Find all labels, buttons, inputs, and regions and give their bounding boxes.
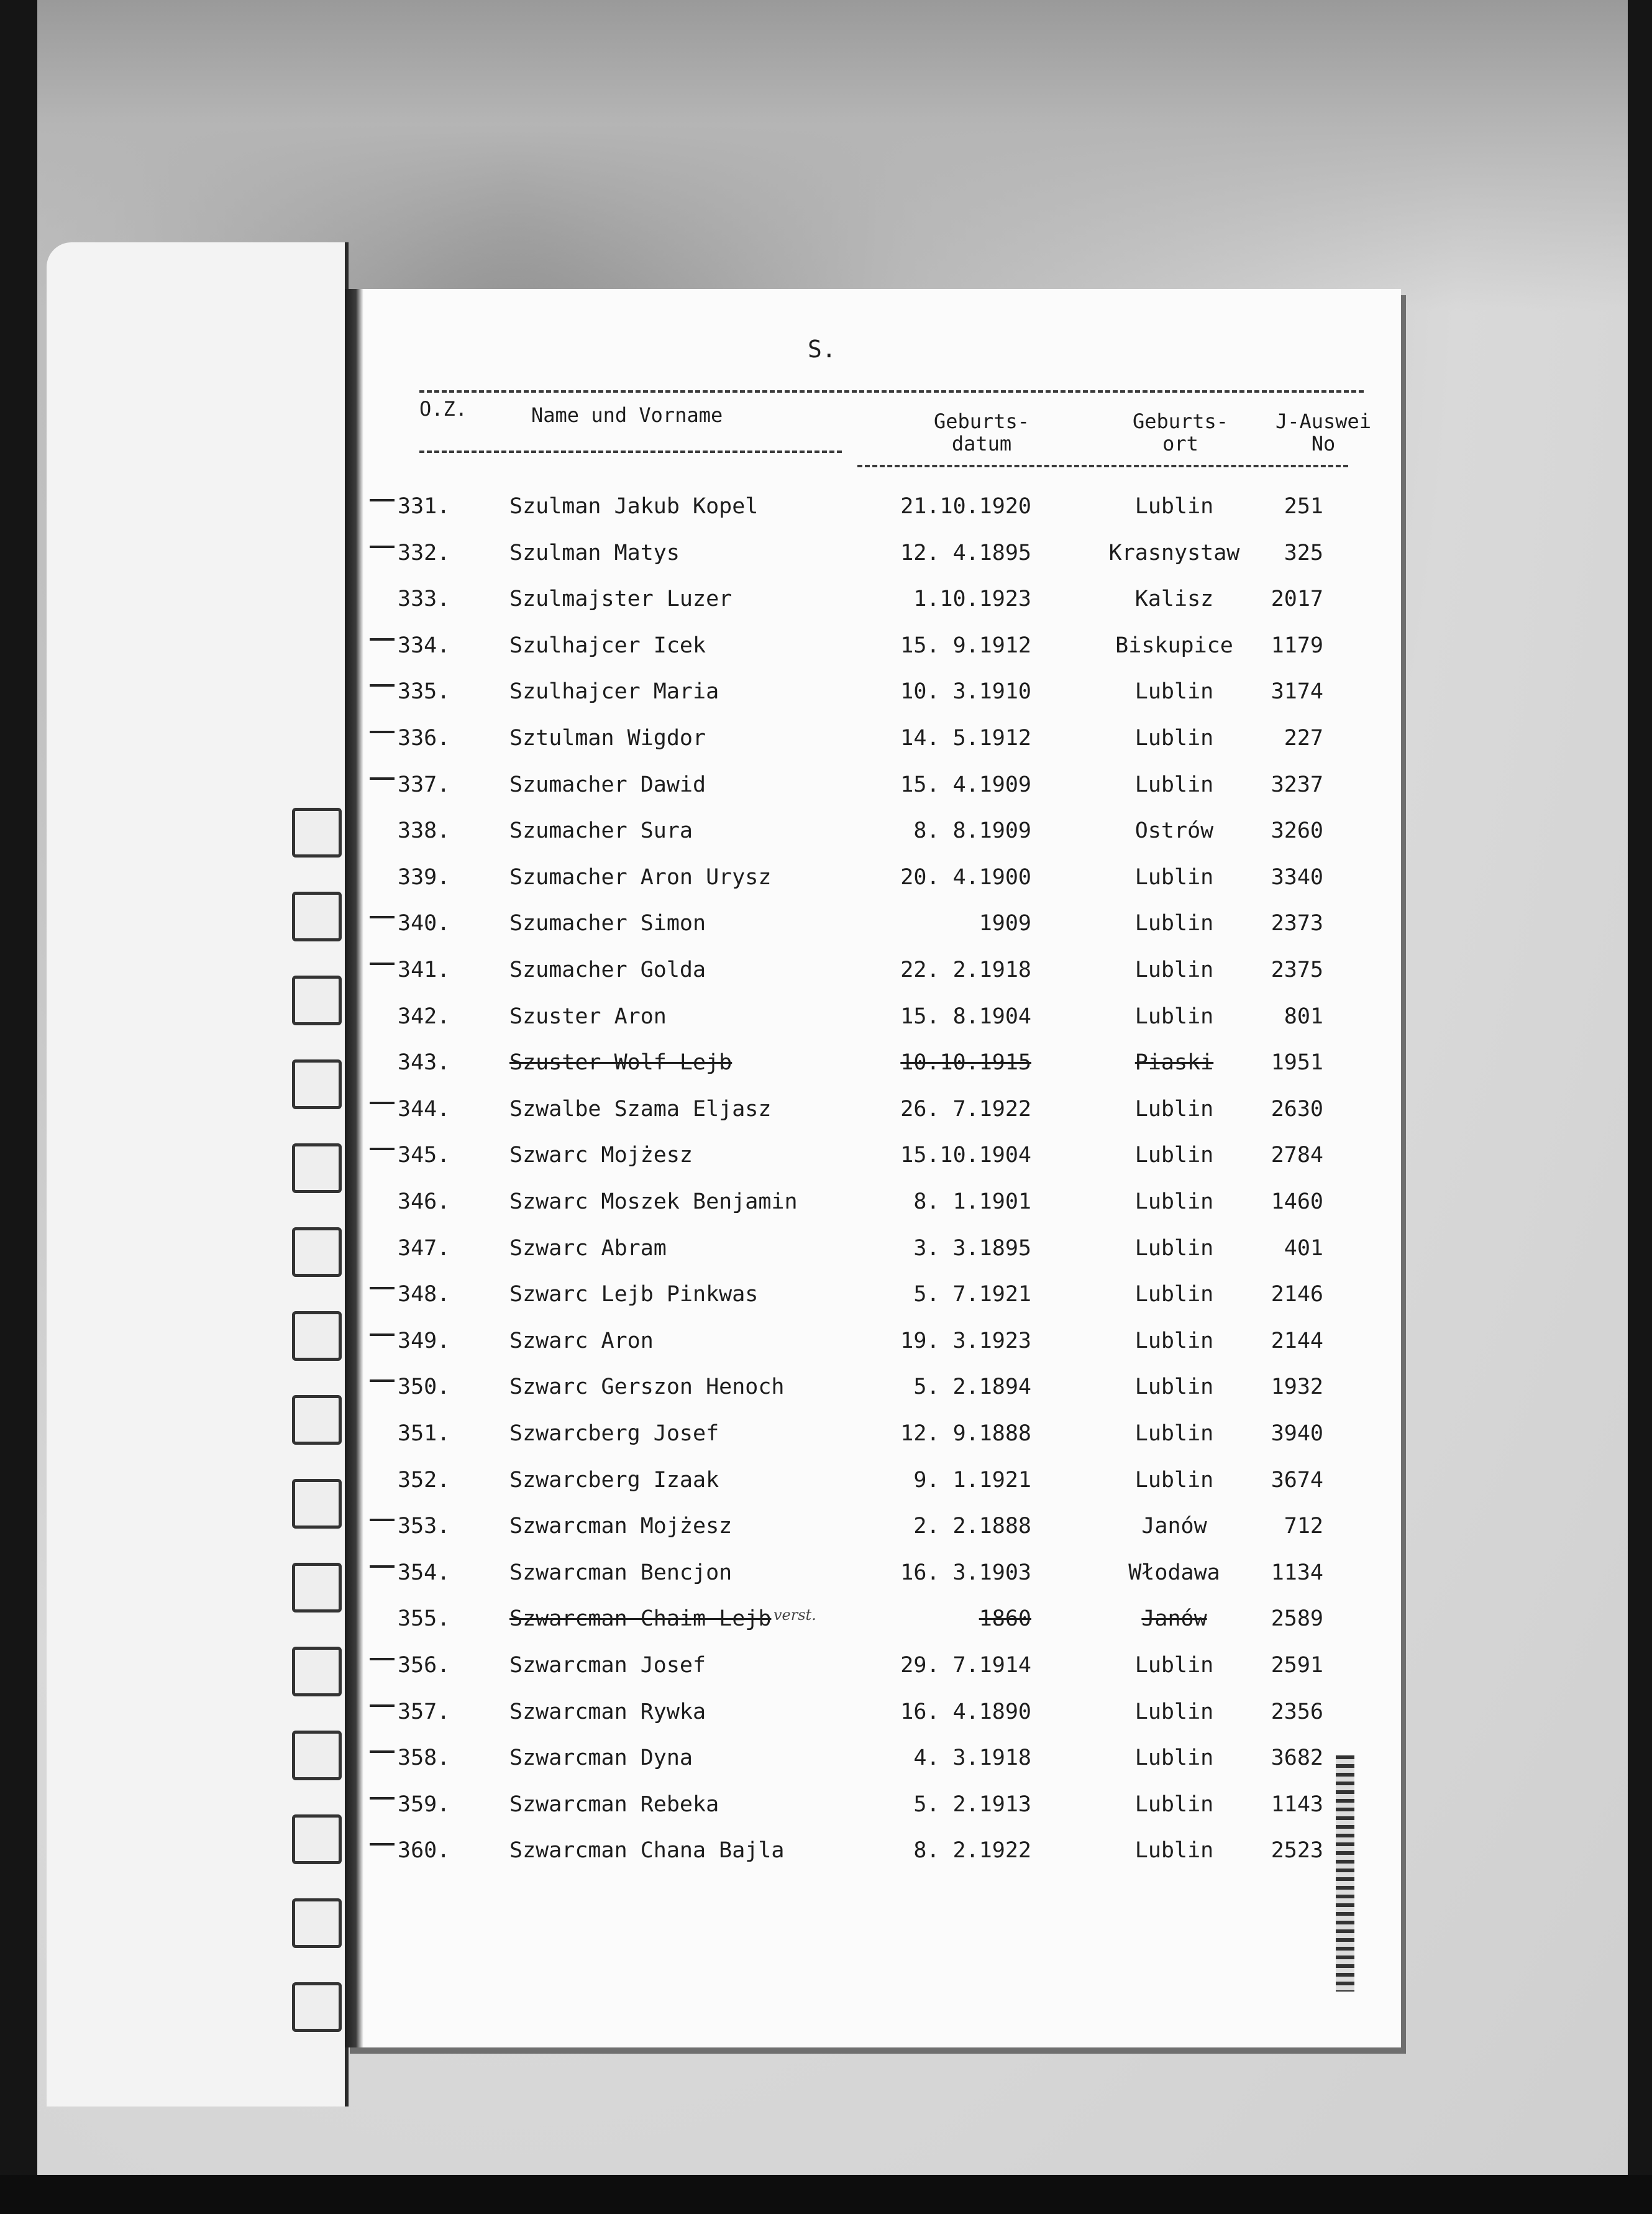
tick-mark [370, 963, 395, 965]
entry-birth-place: Lublin [1134, 1467, 1214, 1493]
entry-birth-date: 15. 4.1909 [900, 772, 1031, 797]
entry-number: 336. [398, 726, 450, 751]
entry-birth-date: 2. 2.1888 [913, 1514, 1031, 1539]
entry-id-number: 1179 [1271, 633, 1323, 658]
entry-name: Szuster Aron [509, 1004, 667, 1029]
entry-number: 344. [398, 1096, 450, 1122]
entry-birth-date: 15.10.1904 [900, 1143, 1031, 1168]
entry-name: Szumacher Aron Urysz [509, 864, 772, 890]
entry-birth-place: Ostrów [1134, 818, 1214, 844]
entry-birth-date: 5. 2.1913 [913, 1791, 1031, 1817]
tick-mark [370, 1843, 395, 1846]
entry-number: 337. [398, 772, 450, 797]
tick-mark [370, 499, 395, 501]
entry-id-number: 801 [1284, 1004, 1323, 1029]
entry-birth-date: 12. 4.1895 [900, 540, 1031, 565]
entry-birth-date: 3. 3.1895 [913, 1235, 1031, 1261]
entry-birth-place: Lublin [1134, 1653, 1214, 1678]
entry-name: Szwarcman Bencjon [509, 1560, 732, 1585]
entry-birth-date: 12. 9.1888 [900, 1421, 1031, 1446]
entry-number: 338. [398, 818, 450, 844]
entry-birth-place: Lublin [1134, 1096, 1214, 1122]
header-rule-bottom-left [419, 451, 842, 453]
entry-number: 353. [398, 1514, 450, 1539]
entry-birth-date: 14. 5.1912 [900, 726, 1031, 751]
entry-name: Szwarcman Josef [509, 1653, 706, 1678]
entry-id-number: 325 [1284, 540, 1323, 565]
entry-birth-date: 1909 [979, 911, 1031, 936]
entry-birth-place: Piaski [1134, 1050, 1214, 1076]
entry-number: 348. [398, 1282, 450, 1307]
entry-id-number: 2589 [1271, 1606, 1323, 1632]
entry-birth-date: 10. 3.1910 [900, 679, 1031, 705]
entry-number: 332. [398, 540, 450, 565]
entry-id-number: 1143 [1271, 1791, 1323, 1817]
entry-birth-place: Lublin [1134, 1004, 1214, 1029]
entry-birth-date: 1.10.1923 [913, 587, 1031, 612]
entry-birth-date: 16. 3.1903 [900, 1560, 1031, 1585]
entry-number: 347. [398, 1235, 450, 1261]
entry-number: 345. [398, 1143, 450, 1168]
entry-id-number: 2630 [1271, 1096, 1323, 1122]
header-name: Name und Vorname [531, 403, 723, 427]
entry-number: 352. [398, 1467, 450, 1493]
tick-mark [370, 684, 395, 687]
entry-id-number: 1932 [1271, 1375, 1323, 1400]
entry-id-number: 3340 [1271, 864, 1323, 890]
table-row [0, 1653, 1652, 1690]
entry-birth-place: Janów [1141, 1514, 1207, 1539]
tick-mark [370, 731, 395, 733]
entry-id-number: 2017 [1271, 587, 1323, 612]
header-date-line2: datum [951, 432, 1012, 455]
page-letter: S. [808, 336, 836, 363]
entry-name: Szulman Jakub Kopel [509, 494, 759, 519]
table-row [0, 679, 1652, 716]
entry-id-number: 251 [1284, 494, 1323, 519]
entry-birth-place: Lublin [1134, 864, 1214, 890]
entry-name: Szumacher Simon [509, 911, 706, 936]
entry-note: verst. [774, 1606, 816, 1624]
entry-name: Szwarc Gerszon Henoch [509, 1375, 785, 1400]
entry-name: Sztulman Wigdor [509, 726, 706, 751]
entry-number: 349. [398, 1328, 450, 1353]
entry-birth-date: 8. 8.1909 [913, 818, 1031, 844]
entry-name: Szwarcman Mojżesz [509, 1514, 732, 1539]
entry-birth-date: 9. 1.1921 [913, 1467, 1031, 1493]
tick-mark [370, 916, 395, 918]
entry-name: Szwarcman Rywka [509, 1699, 706, 1724]
entry-id-number: 3174 [1271, 679, 1323, 705]
entry-birth-place: Lublin [1134, 679, 1214, 705]
entry-id-number: 2146 [1271, 1282, 1323, 1307]
table-row [0, 1189, 1652, 1227]
table-row [0, 541, 1652, 578]
table-row [0, 1236, 1652, 1273]
entry-number: 340. [398, 911, 450, 936]
entry-birth-place: Kalisz [1134, 587, 1214, 612]
entry-name: Szulhajcer Maria [509, 679, 719, 705]
table-row [0, 1097, 1652, 1134]
entry-id-number: 1951 [1271, 1050, 1323, 1076]
entry-name: Szulmajster Luzer [509, 587, 732, 612]
table-row [0, 633, 1652, 670]
entry-birth-date: 19. 3.1923 [900, 1328, 1031, 1353]
entry-id-number: 3682 [1271, 1745, 1323, 1771]
entry-id-number: 2591 [1271, 1653, 1323, 1678]
entry-id-number: 2375 [1271, 958, 1323, 982]
table-row [0, 1514, 1652, 1551]
entry-birth-date: 1860 [979, 1606, 1031, 1632]
header-date [907, 410, 1056, 455]
entry-name: Szwarcberg Izaak [509, 1467, 719, 1493]
tick-mark [370, 1519, 395, 1521]
table-row [0, 1699, 1652, 1737]
entry-birth-date: 29. 7.1914 [900, 1653, 1031, 1678]
entry-birth-place: Krasnystaw [1108, 540, 1240, 565]
table-row [0, 494, 1652, 531]
entry-birth-place: Lublin [1134, 1328, 1214, 1353]
entry-number: 335. [398, 679, 450, 705]
entry-id-number: 2784 [1271, 1143, 1323, 1168]
entry-number: 354. [398, 1560, 450, 1585]
entry-id-number: 2144 [1271, 1328, 1323, 1353]
entry-birth-place: Janów [1141, 1606, 1207, 1632]
entry-id-number: 1460 [1271, 1189, 1323, 1214]
entry-birth-place: Lublin [1134, 1282, 1214, 1307]
tick-mark [370, 1658, 395, 1660]
table-row [0, 865, 1652, 902]
entry-birth-date: 8. 2.1922 [913, 1838, 1031, 1864]
entry-birth-date: 22. 2.1918 [900, 958, 1031, 982]
header-no: O.Z. [419, 397, 468, 421]
entry-id-number: 2523 [1271, 1838, 1323, 1864]
entry-name: Szwarc Lejb Pinkwas [509, 1282, 759, 1307]
entry-id-number: 227 [1284, 726, 1323, 751]
table-row [0, 1375, 1652, 1412]
entry-id-number: 3237 [1271, 772, 1323, 797]
entry-birth-date: 15. 9.1912 [900, 633, 1031, 658]
header-place [1106, 410, 1255, 455]
entry-name: Szwarc Aron [509, 1328, 654, 1353]
entry-number: 360. [398, 1838, 450, 1864]
tick-mark [370, 1750, 395, 1753]
entry-birth-place: Włodawa [1128, 1560, 1220, 1585]
entry-id-number: 3940 [1271, 1421, 1323, 1446]
entry-name: Szwarcman Rebeka [509, 1791, 719, 1817]
entry-name: Szulhajcer Icek [509, 633, 706, 658]
entry-name: Szwarcberg Josef [509, 1421, 719, 1446]
tick-mark [370, 1102, 395, 1104]
tick-mark [370, 638, 395, 641]
entry-birth-date: 20. 4.1900 [900, 864, 1031, 890]
entry-number: 356. [398, 1653, 450, 1678]
entry-birth-place: Lublin [1134, 1143, 1214, 1168]
entry-id-number: 2356 [1271, 1699, 1323, 1724]
entry-birth-place: Lublin [1134, 1699, 1214, 1724]
entry-birth-place: Lublin [1134, 1235, 1214, 1261]
table-row [0, 587, 1652, 624]
table-row [0, 1004, 1652, 1041]
entry-birth-date: 4. 3.1918 [913, 1745, 1031, 1771]
header-date-line1: Geburts- [933, 409, 1030, 433]
tick-mark [370, 1333, 395, 1336]
entry-birth-date: 21.10.1920 [900, 494, 1031, 519]
entry-number: 351. [398, 1421, 450, 1446]
entry-id-number: 1134 [1271, 1560, 1323, 1585]
table-row [0, 1838, 1652, 1875]
entry-birth-place: Lublin [1134, 494, 1214, 519]
tick-mark [370, 1287, 395, 1289]
entry-birth-place: Lublin [1134, 1421, 1214, 1446]
entry-number: 343. [398, 1050, 450, 1076]
entry-name: Szwarcman Dyna [509, 1745, 693, 1771]
tick-mark [370, 1797, 395, 1800]
table-row [0, 772, 1652, 810]
table-row [0, 1745, 1652, 1783]
entry-id-number: 2373 [1271, 911, 1323, 936]
entry-birth-place: Lublin [1134, 772, 1214, 797]
entry-number: 331. [398, 494, 450, 519]
entry-name: Szumacher Dawid [509, 772, 706, 797]
entry-number: 359. [398, 1791, 450, 1817]
header-place-line2: ort [1162, 432, 1198, 455]
entry-number: 334. [398, 633, 450, 658]
entry-birth-date: 10.10.1915 [900, 1050, 1031, 1076]
entry-number: 346. [398, 1189, 450, 1214]
entry-name: Szwarcman Chana Bajla [509, 1838, 785, 1864]
table-row [0, 1329, 1652, 1366]
entry-birth-date: 5. 7.1921 [913, 1282, 1031, 1307]
entry-number: 339. [398, 864, 450, 890]
table-row [0, 726, 1652, 763]
entry-birth-place: Lublin [1134, 911, 1214, 936]
tick-mark [370, 1704, 395, 1707]
entry-name: Szwalbe Szama Eljasz [509, 1096, 772, 1122]
table-row [0, 1606, 1652, 1644]
entry-birth-date: 5. 2.1894 [913, 1375, 1031, 1400]
entry-birth-place: Lublin [1134, 1838, 1214, 1864]
entry-birth-date: 26. 7.1922 [900, 1096, 1031, 1122]
header-id-line1: J-Auswei [1275, 409, 1372, 433]
header-rule-top [419, 390, 1364, 393]
margin-marks [1336, 1755, 1354, 1992]
header-id [1261, 410, 1385, 455]
entry-number: 341. [398, 958, 450, 982]
table-row [0, 911, 1652, 948]
tick-mark [370, 1565, 395, 1568]
table-row [0, 1421, 1652, 1458]
entry-id-number: 3260 [1271, 818, 1323, 844]
entry-name: Szwarc Mojżesz [509, 1143, 693, 1168]
entry-birth-place: Lublin [1134, 958, 1214, 982]
table-row [0, 1560, 1652, 1598]
entry-birth-place: Lublin [1134, 1745, 1214, 1771]
entry-birth-date: 8. 1.1901 [913, 1189, 1031, 1214]
entry-birth-date: 16. 4.1890 [900, 1699, 1031, 1724]
tick-mark [370, 546, 395, 548]
table-row [0, 1282, 1652, 1319]
table-row [0, 958, 1652, 995]
table-row [0, 1143, 1652, 1180]
tick-mark [370, 777, 395, 780]
entry-number: 358. [398, 1745, 450, 1771]
header-place-line1: Geburts- [1132, 409, 1229, 433]
entry-birth-place: Lublin [1134, 1189, 1214, 1214]
entry-name: Szumacher Sura [509, 818, 693, 844]
entry-number: 333. [398, 587, 450, 612]
entry-name: Szwarc Moszek Benjamin [509, 1189, 798, 1214]
header-id-line2: No [1311, 432, 1336, 455]
tick-mark [370, 1148, 395, 1150]
entry-name: Szwarcman Chaim Lejb [509, 1606, 772, 1632]
entry-birth-place: Lublin [1134, 726, 1214, 751]
entry-number: 342. [398, 1004, 450, 1029]
entry-birth-place: Lublin [1134, 1375, 1214, 1400]
entry-id-number: 401 [1284, 1235, 1323, 1261]
entry-number: 350. [398, 1375, 450, 1400]
table-row [0, 818, 1652, 856]
entry-number: 355. [398, 1606, 450, 1632]
entry-name: Szuster Wolf Lejb [509, 1050, 732, 1076]
header-rule-bottom-right [857, 465, 1348, 467]
tick-mark [370, 1379, 395, 1382]
entry-number: 357. [398, 1699, 450, 1724]
entry-birth-place: Lublin [1134, 1791, 1214, 1817]
entry-birth-date: 15. 8.1904 [900, 1004, 1031, 1029]
table-row [0, 1468, 1652, 1505]
entry-birth-place: Biskupice [1115, 633, 1233, 658]
entry-id-number: 3674 [1271, 1467, 1323, 1493]
table-row [0, 1792, 1652, 1829]
entry-id-number: 712 [1284, 1514, 1323, 1539]
entry-name: Szulman Matys [509, 540, 680, 565]
entry-name: Szwarc Abram [509, 1235, 667, 1261]
entry-name: Szumacher Golda [509, 958, 706, 982]
table-row [0, 1050, 1652, 1087]
